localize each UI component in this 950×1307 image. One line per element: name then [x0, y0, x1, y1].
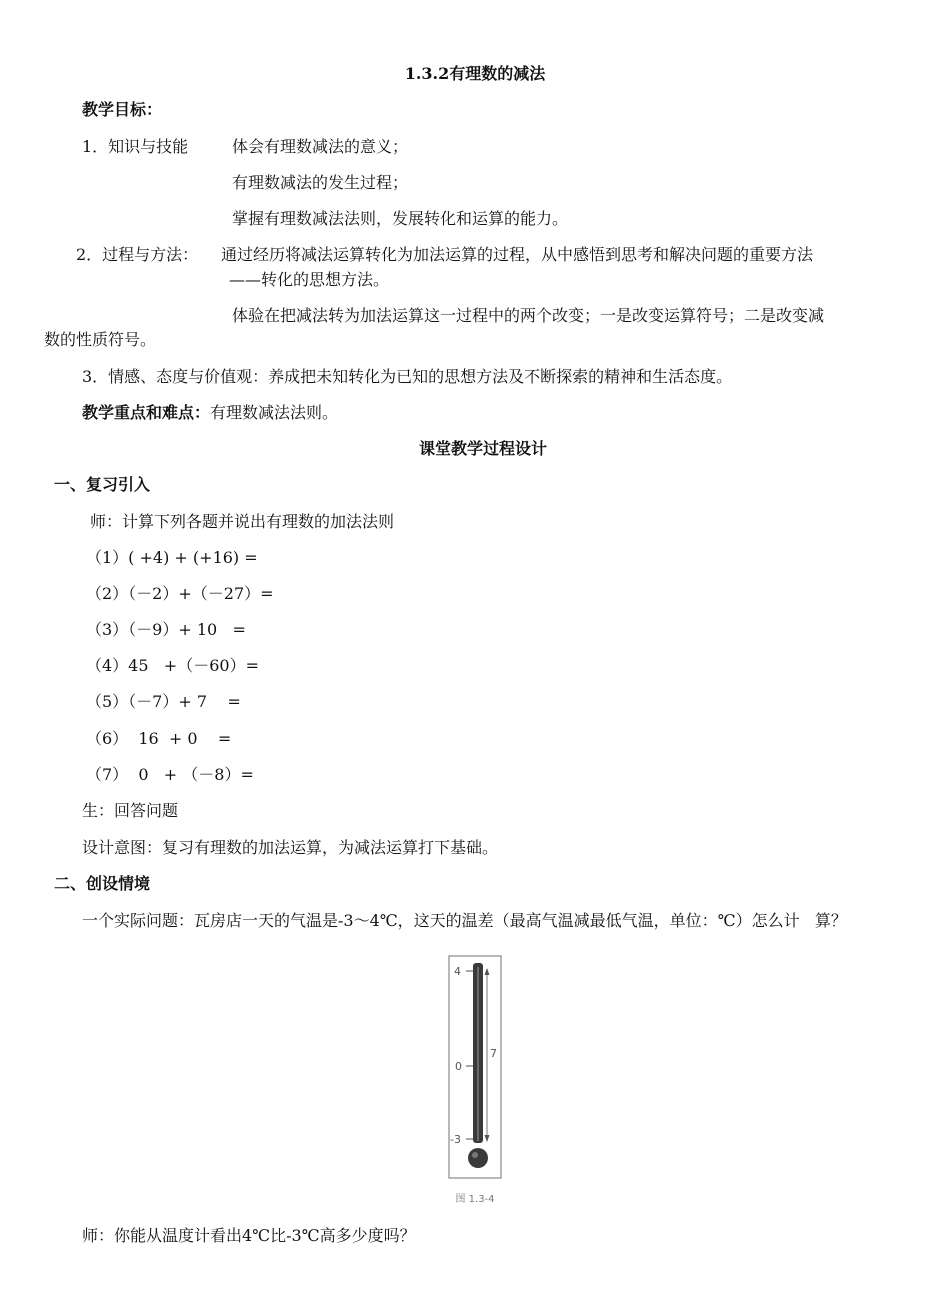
teacher-prompt-2: 师：你能从温度计看出4℃比-3℃高多少度吗？ — [82, 1226, 416, 1245]
key-points — [82, 403, 338, 423]
objective-1-item-a: 体会有理数减法的意义； — [232, 137, 409, 156]
objective-2-item-a-cont: ——转化的思想方法。 — [229, 270, 390, 289]
objective-2-item-b-cont: 数的性质符号。 — [44, 330, 157, 349]
objective-1-item-b: 有理数减法的发生过程； — [232, 173, 409, 192]
student-response: 生：回答问题 — [82, 801, 179, 820]
section-1-heading: 一、复习引入 — [54, 475, 151, 494]
design-title: 课堂教学过程设计 — [419, 439, 548, 458]
problem-4: （4）45 +（－60）= — [86, 656, 259, 675]
problem-6: （6） 16 + 0 = — [86, 729, 232, 748]
section-2-heading: 二、创设情境 — [54, 874, 151, 893]
label-difference: 7 — [490, 1047, 497, 1060]
problem-5: （5）（－7）+ 7 = — [86, 692, 241, 711]
arrow-up-icon — [485, 968, 490, 975]
objective-2-item-a: 通过经历将减法运算转化为加法运算的过程，从中感悟到思考和解决问题的重要方法 — [221, 245, 814, 264]
objectives-heading: 教学目标： — [82, 100, 163, 119]
arrow-down-icon — [485, 1135, 490, 1142]
real-problem: 一个实际问题：瓦房店一天的气温是-3～4℃，这天的温差（最高气温减最低气温，单位：℃）怎么计 算？ — [82, 911, 847, 930]
figure-caption: 图 1.3-4 — [455, 1194, 495, 1205]
problem-3: （3）（－9）+ 10 = — [86, 620, 246, 639]
problem-7: （7） 0 + （－8）= — [86, 765, 254, 784]
bulb-highlight — [472, 1152, 478, 1158]
teacher-prompt-1: 师：计算下列各题并说出有理数的加法法则 — [90, 512, 395, 531]
label-bottom: -3 — [450, 1133, 461, 1146]
objective-1-label: 1．知识与技能 — [82, 137, 189, 156]
page-title: 1.3.2有理数的减法 — [404, 64, 546, 83]
label-top: 4 — [454, 965, 461, 978]
design-intent: 设计意图：复习有理数的加法运算，为减法运算打下基础。 — [82, 838, 499, 857]
label-zero: 0 — [455, 1060, 462, 1073]
key-points-label: 教学重点和难点： — [82, 403, 211, 422]
thermometer-bulb — [468, 1148, 488, 1168]
objective-2-item-b: 体验在把减法转为加法运算这一过程中的两个改变；一是改变运算符号；二是改变减 — [232, 306, 825, 325]
problem-1: （1）( +4) + (+16) = — [86, 548, 258, 567]
key-points-text: 有理数减法法则。 — [210, 403, 339, 422]
thermometer-figure — [448, 955, 502, 1180]
objective-2-label: 2．过程与方法： — [76, 245, 199, 264]
objective-3: 3．情感、态度与价值观：养成把未知转化为已知的思想方法及不断探索的精神和生活态度。 — [82, 367, 733, 386]
problem-2: （2）（－2）+（－27）= — [86, 584, 274, 603]
objective-1-item-c: 掌握有理数减法法则，发展转化和运算的能力。 — [232, 209, 569, 228]
